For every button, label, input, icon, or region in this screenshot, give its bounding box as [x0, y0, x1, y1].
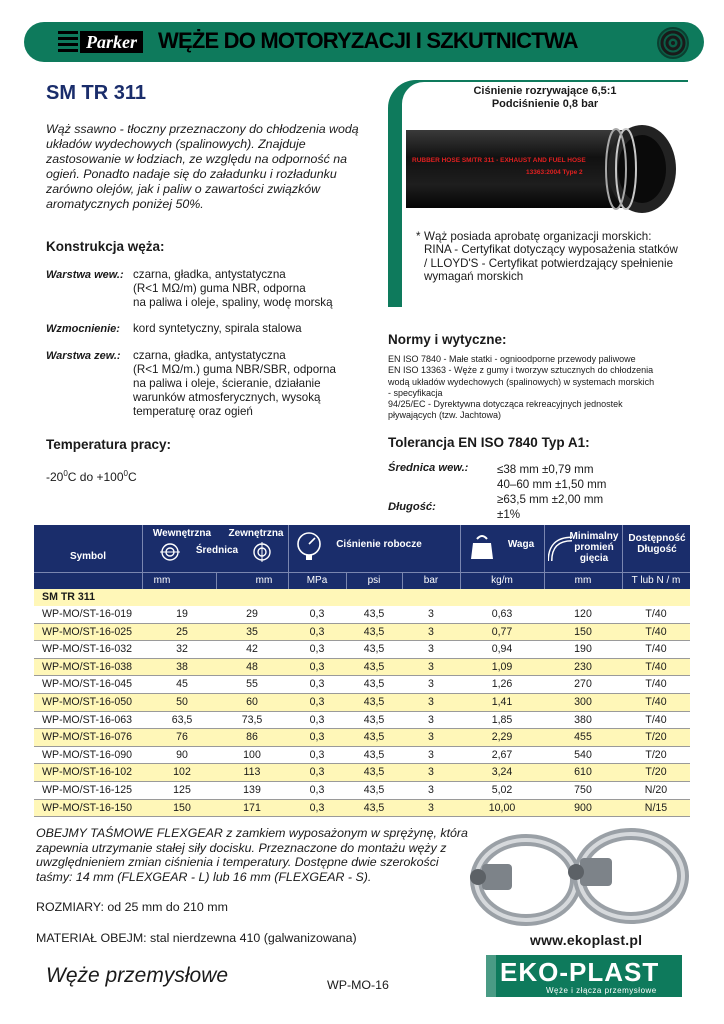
table-cell: 43,5	[363, 678, 385, 691]
table-cell: 3	[428, 625, 434, 638]
table-cell: 750	[574, 784, 592, 796]
table-cell: WP-MO/ST-16-019	[42, 608, 133, 620]
table-cell: WP-MO/ST-16-038	[42, 660, 133, 673]
table-cell: 100	[243, 748, 261, 761]
table-cell: 43,5	[363, 784, 385, 796]
table-cell: 0,3	[309, 801, 325, 814]
table-cell: 120	[574, 608, 592, 620]
parker-logo-mark	[58, 31, 78, 53]
table-cell: 540	[574, 748, 592, 761]
outer-diameter-icon	[252, 542, 272, 562]
table-cell: T/20	[645, 731, 667, 744]
table-cell: 3	[428, 608, 434, 620]
table-cell: T/40	[645, 608, 667, 620]
col-diameter: Średnica	[195, 545, 239, 556]
unit-mpa: MPa	[306, 575, 328, 586]
table-cell: 171	[243, 801, 261, 814]
table-cell: 0,3	[309, 784, 325, 796]
col-outer: Zewnętrzna	[228, 528, 284, 539]
table-cell: N/15	[644, 801, 668, 814]
col-symbol: Symbol	[69, 551, 107, 562]
footer-code: WP-MO-16	[327, 978, 389, 992]
diameter-tol-2: 40–60 mm ±1,50 mm	[497, 478, 607, 491]
inner-layer-label: Warstwa wew.:	[46, 269, 124, 281]
table-cell: 43,5	[363, 801, 385, 814]
table-cell: 73,5	[241, 713, 263, 726]
vacuum-pressure: Podciśnienie 0,8 bar	[491, 98, 599, 110]
table-cell: WP-MO/ST-16-150	[42, 801, 133, 814]
header-title: WĘŻE DO MOTORYZACJI I SZKUTNICTWA	[158, 28, 578, 53]
table-cell: T/20	[645, 748, 667, 761]
table-cell: 610	[574, 766, 592, 779]
unit-outer: mm	[255, 575, 273, 586]
table-row	[34, 624, 690, 642]
table-cell: 113	[243, 766, 261, 779]
norm-line: 94/25/EC - Dyrektywna dotycząca rekreacyjnych jednostek	[388, 399, 623, 410]
table-cell: 102	[173, 766, 191, 779]
table-cell: 3,24	[491, 766, 513, 779]
table-cell: 0,3	[309, 748, 325, 761]
table-row	[34, 694, 690, 712]
table-cell: T/40	[645, 713, 667, 726]
table-cell: 0,3	[309, 678, 325, 691]
product-name: SM TR 311	[46, 82, 147, 104]
diameter-tol-3: ≥63,5 mm ±2,00 mm	[497, 493, 604, 506]
table-cell: T/40	[645, 678, 667, 691]
table-cell: 150	[574, 625, 592, 638]
logo-stripe	[486, 955, 496, 997]
norms-list	[388, 354, 708, 422]
table-cell: 43,5	[363, 660, 385, 673]
parker-logo-text: Parker	[80, 31, 143, 53]
table-cell: 270	[574, 678, 592, 691]
parker-logo	[58, 30, 143, 54]
table-row	[34, 606, 690, 624]
table-cell: 0,3	[309, 608, 325, 620]
table-cell: 1,09	[491, 660, 513, 673]
table-cell: 43,5	[363, 731, 385, 744]
table-cell: 0,3	[309, 731, 325, 744]
product-description: Wąż ssawno - tłoczny przeznaczony do chłodzenia wodą układów wydechowych (spalinowych). Znajduje zastosowanie w łodziach, ze względu na odporność na ogień. Ponadto nadaje się do załadunku i rozładunku zarówno olejów, jak i paliw o zawartości związków aromatycznych poniżej 50%.	[46, 122, 359, 211]
table-cell: 19	[176, 608, 188, 620]
norm-line: wodą układów wydechowych (spalinowych) w systemach morskich	[388, 376, 655, 387]
table-cell: 1,41	[491, 696, 513, 708]
diameter-tol-1: ≤38 mm ±0,79 mm	[497, 463, 594, 476]
table-cell: 0,77	[491, 625, 513, 638]
table-cell: 43,5	[363, 643, 385, 656]
norm-line: pływających (tzw. Jachtowa)	[388, 410, 502, 421]
ekoplast-logo	[486, 955, 682, 997]
table-cell: 3	[428, 731, 434, 744]
table-cell: 90	[176, 748, 188, 761]
weight-icon	[470, 533, 494, 561]
table-cell: WP-MO/ST-16-090	[42, 748, 133, 761]
footer-title: Węże przemysłowe	[46, 964, 229, 987]
temperature-heading: Temperatura pracy:	[46, 437, 172, 452]
table-cell: 43,5	[363, 713, 385, 726]
hose-print-1: RUBBER HOSE SM/TR 311 - EXHAUST AND FUEL HOSE	[412, 157, 586, 164]
table-cell: 3	[428, 660, 434, 673]
table-row	[34, 782, 690, 800]
reinforcement-label: Wzmocnienie:	[46, 323, 120, 335]
table-row	[34, 712, 690, 730]
table-cell: 3	[428, 748, 434, 761]
clamps-photo	[466, 818, 696, 936]
reinforcement-value: kord syntetyczny, spirala stalowa	[133, 322, 302, 335]
table-cell: 45	[176, 678, 188, 691]
table-row	[34, 676, 690, 694]
col-bend: Minimalny promień gięcia	[569, 531, 619, 564]
table-cell: 300	[574, 696, 592, 708]
table-row	[34, 659, 690, 677]
table-cell: 63,5	[171, 713, 193, 726]
table-cell: 42	[246, 643, 258, 656]
approval-note: * Wąż posiada aprobatę organizacji morskich: RINA - Certyfikat dotyczący wyposażenia statków / LLOYD'S - Certyfikat potwierdzający spełnienie wymagań morskich	[416, 230, 678, 284]
table-header	[34, 525, 690, 589]
inner-diameter-icon	[160, 542, 180, 562]
table-cell: 3	[428, 643, 434, 656]
table-cell: 3	[428, 766, 434, 779]
construction-heading: Konstrukcja węża:	[46, 239, 165, 254]
table-cell: 35	[246, 625, 258, 638]
table-cell: 43,5	[363, 696, 385, 708]
table-cell: 0,63	[491, 608, 513, 620]
unit-psi: psi	[367, 575, 381, 586]
unit-avail: T lub N / m	[631, 575, 681, 586]
table-cell: 0,3	[309, 766, 325, 779]
table-cell: 43,5	[363, 625, 385, 638]
table-cell: 38	[176, 660, 188, 673]
table-cell: 139	[243, 784, 261, 796]
table-cell: WP-MO/ST-16-063	[42, 713, 133, 726]
table-row	[34, 800, 690, 818]
table-cell: 0,3	[309, 660, 325, 673]
ekoplast-logo-text: EKO-PLAST	[500, 957, 660, 987]
norm-line: EN ISO 7840 - Małe statki - ognioodporne przewody paliwowe	[388, 354, 636, 364]
table-cell: 25	[176, 625, 188, 638]
website-url[interactable]: www.ekoplast.pl	[530, 932, 643, 948]
length-label: Długość:	[388, 501, 436, 513]
table-cell: T/40	[645, 625, 667, 638]
table-cell: WP-MO/ST-16-076	[42, 731, 133, 744]
pressure-gauge-icon	[296, 531, 322, 561]
unit-inner: mm	[153, 575, 171, 586]
table-cell: WP-MO/ST-16-045	[42, 678, 133, 691]
table-cell: 32	[176, 643, 188, 656]
unit-bar: bar	[423, 575, 439, 586]
asterisk: *	[416, 230, 421, 243]
col-weight: Waga	[507, 539, 535, 550]
table-cell: 48	[246, 660, 258, 673]
unit-bend: mm	[574, 575, 592, 586]
hose-coil-icon	[656, 26, 690, 60]
col-avail: Dostępność Długość	[628, 533, 686, 555]
table-cell: 43,5	[363, 748, 385, 761]
table-row	[34, 641, 690, 659]
table-cell: 1,85	[491, 713, 513, 726]
table-cell: N/20	[644, 784, 668, 796]
table-cell: 29	[246, 608, 258, 620]
table-cell: 50	[176, 696, 188, 708]
table-cell: 55	[246, 678, 258, 691]
table-cell: 2,67	[491, 748, 513, 761]
table-cell: 3	[428, 784, 434, 796]
temperature-range: $-20^0C$ do $+100^0C$	[46, 469, 137, 484]
unit-weight: kg/m	[491, 575, 513, 586]
table-cell: T/40	[645, 696, 667, 708]
table-cell: 150	[173, 801, 191, 814]
pressure-info	[406, 85, 684, 111]
clamp-description: OBEJMY TAŚMOWE FLEXGEAR z zamkiem wyposażonym w sprężynę, która zapewnia utrzymanie stałej siły docisku. Przeznaczone do montażu węży z uwzględnieniem zmian ciśnienia i temperatury. Dostępne dwie szerokości taśmy: 14 mm (FLEXGEAR - L) lub 16 mm (FLEXGEAR - S).	[36, 826, 468, 885]
col-inner: Wewnętrzna	[152, 528, 212, 539]
norm-line: EN ISO 13363 - Węże z gumy i tworzyw sztucznych do chłodzenia	[388, 365, 654, 376]
table-cell: 43,5	[363, 766, 385, 779]
norms-heading: Normy i wytyczne:	[388, 332, 507, 347]
table-cell: 3	[428, 678, 434, 691]
norm-line: - specyfikacja	[388, 387, 443, 398]
table-cell: 900	[574, 801, 592, 814]
table-cell: 125	[173, 784, 191, 796]
table-cell: 3	[428, 713, 434, 726]
header-bar	[24, 22, 704, 62]
table-row	[34, 747, 690, 765]
outer-layer-value: czarna, gładka, antystatyczna (R<1 MΩ/m.) guma NBR/SBR, odporna na paliwa i oleje, ścieranie, działanie warunków atmosferycznych, wysoką temperaturę oraz ogień	[133, 349, 336, 418]
table-cell: 43,5	[363, 608, 385, 620]
hose-photo	[406, 118, 678, 222]
tolerance-heading: Tolerancja EN ISO 7840 Typ A1:	[388, 435, 590, 450]
table-cell: 60	[246, 696, 258, 708]
clamp-material: MATERIAŁ OBEJM: stal nierdzewna 410 (galwanizowana)	[36, 931, 357, 945]
table-cell: 5,02	[491, 784, 513, 796]
table-cell: 0,3	[309, 625, 325, 638]
table-cell: 230	[574, 660, 592, 673]
table-cell: T/40	[645, 660, 667, 673]
table-cell: 0,3	[309, 713, 325, 726]
table-cell: T/40	[645, 643, 667, 656]
table-cell: 0,3	[309, 696, 325, 708]
table-cell: 0,94	[491, 643, 513, 656]
table-cell: 1,26	[491, 678, 513, 691]
table-cell: WP-MO/ST-16-050	[42, 696, 133, 708]
table-cell: WP-MO/ST-16-025	[42, 625, 133, 638]
inner-layer-value: czarna, gładka, antystatyczna (R<1 MΩ/m) guma NBR, odporna na paliwa i oleje, spaliny, wodę morską	[133, 268, 333, 309]
table-cell: 2,29	[491, 731, 513, 744]
table-cell: T/20	[645, 766, 667, 779]
ekoplast-tagline: Węże i złącza przemysłowe	[546, 986, 657, 995]
table-cell: 0,3	[309, 643, 325, 656]
table-row	[34, 729, 690, 747]
length-tol: ±1%	[497, 508, 521, 521]
table-cell: 3	[428, 801, 434, 814]
burst-pressure: Ciśnienie rozrywające 6,5:1	[473, 85, 617, 97]
table-cell: WP-MO/ST-16-102	[42, 766, 133, 779]
diameter-label: Średnica wew.:	[388, 462, 469, 474]
hose-print-2: 13363:2004 Type 2	[526, 169, 583, 176]
table-cell: 10,00	[488, 801, 516, 814]
table-cell: 76	[176, 731, 188, 744]
table-group-row: SM TR 311	[34, 589, 690, 606]
table-row	[34, 764, 690, 782]
col-pressure: Ciśnienie robocze	[336, 539, 422, 550]
table-cell: WP-MO/ST-16-125	[42, 784, 133, 796]
clamp-sizes: ROZMIARY: od 25 mm do 210 mm	[36, 900, 228, 914]
table-cell: 86	[246, 731, 258, 744]
table-cell: 380	[574, 713, 592, 726]
table-cell: 455	[574, 731, 592, 744]
table-cell: WP-MO/ST-16-032	[42, 643, 133, 656]
table-cell: 190	[574, 643, 592, 656]
table-cell: 3	[428, 696, 434, 708]
outer-layer-label: Warstwa zew.:	[46, 350, 121, 362]
